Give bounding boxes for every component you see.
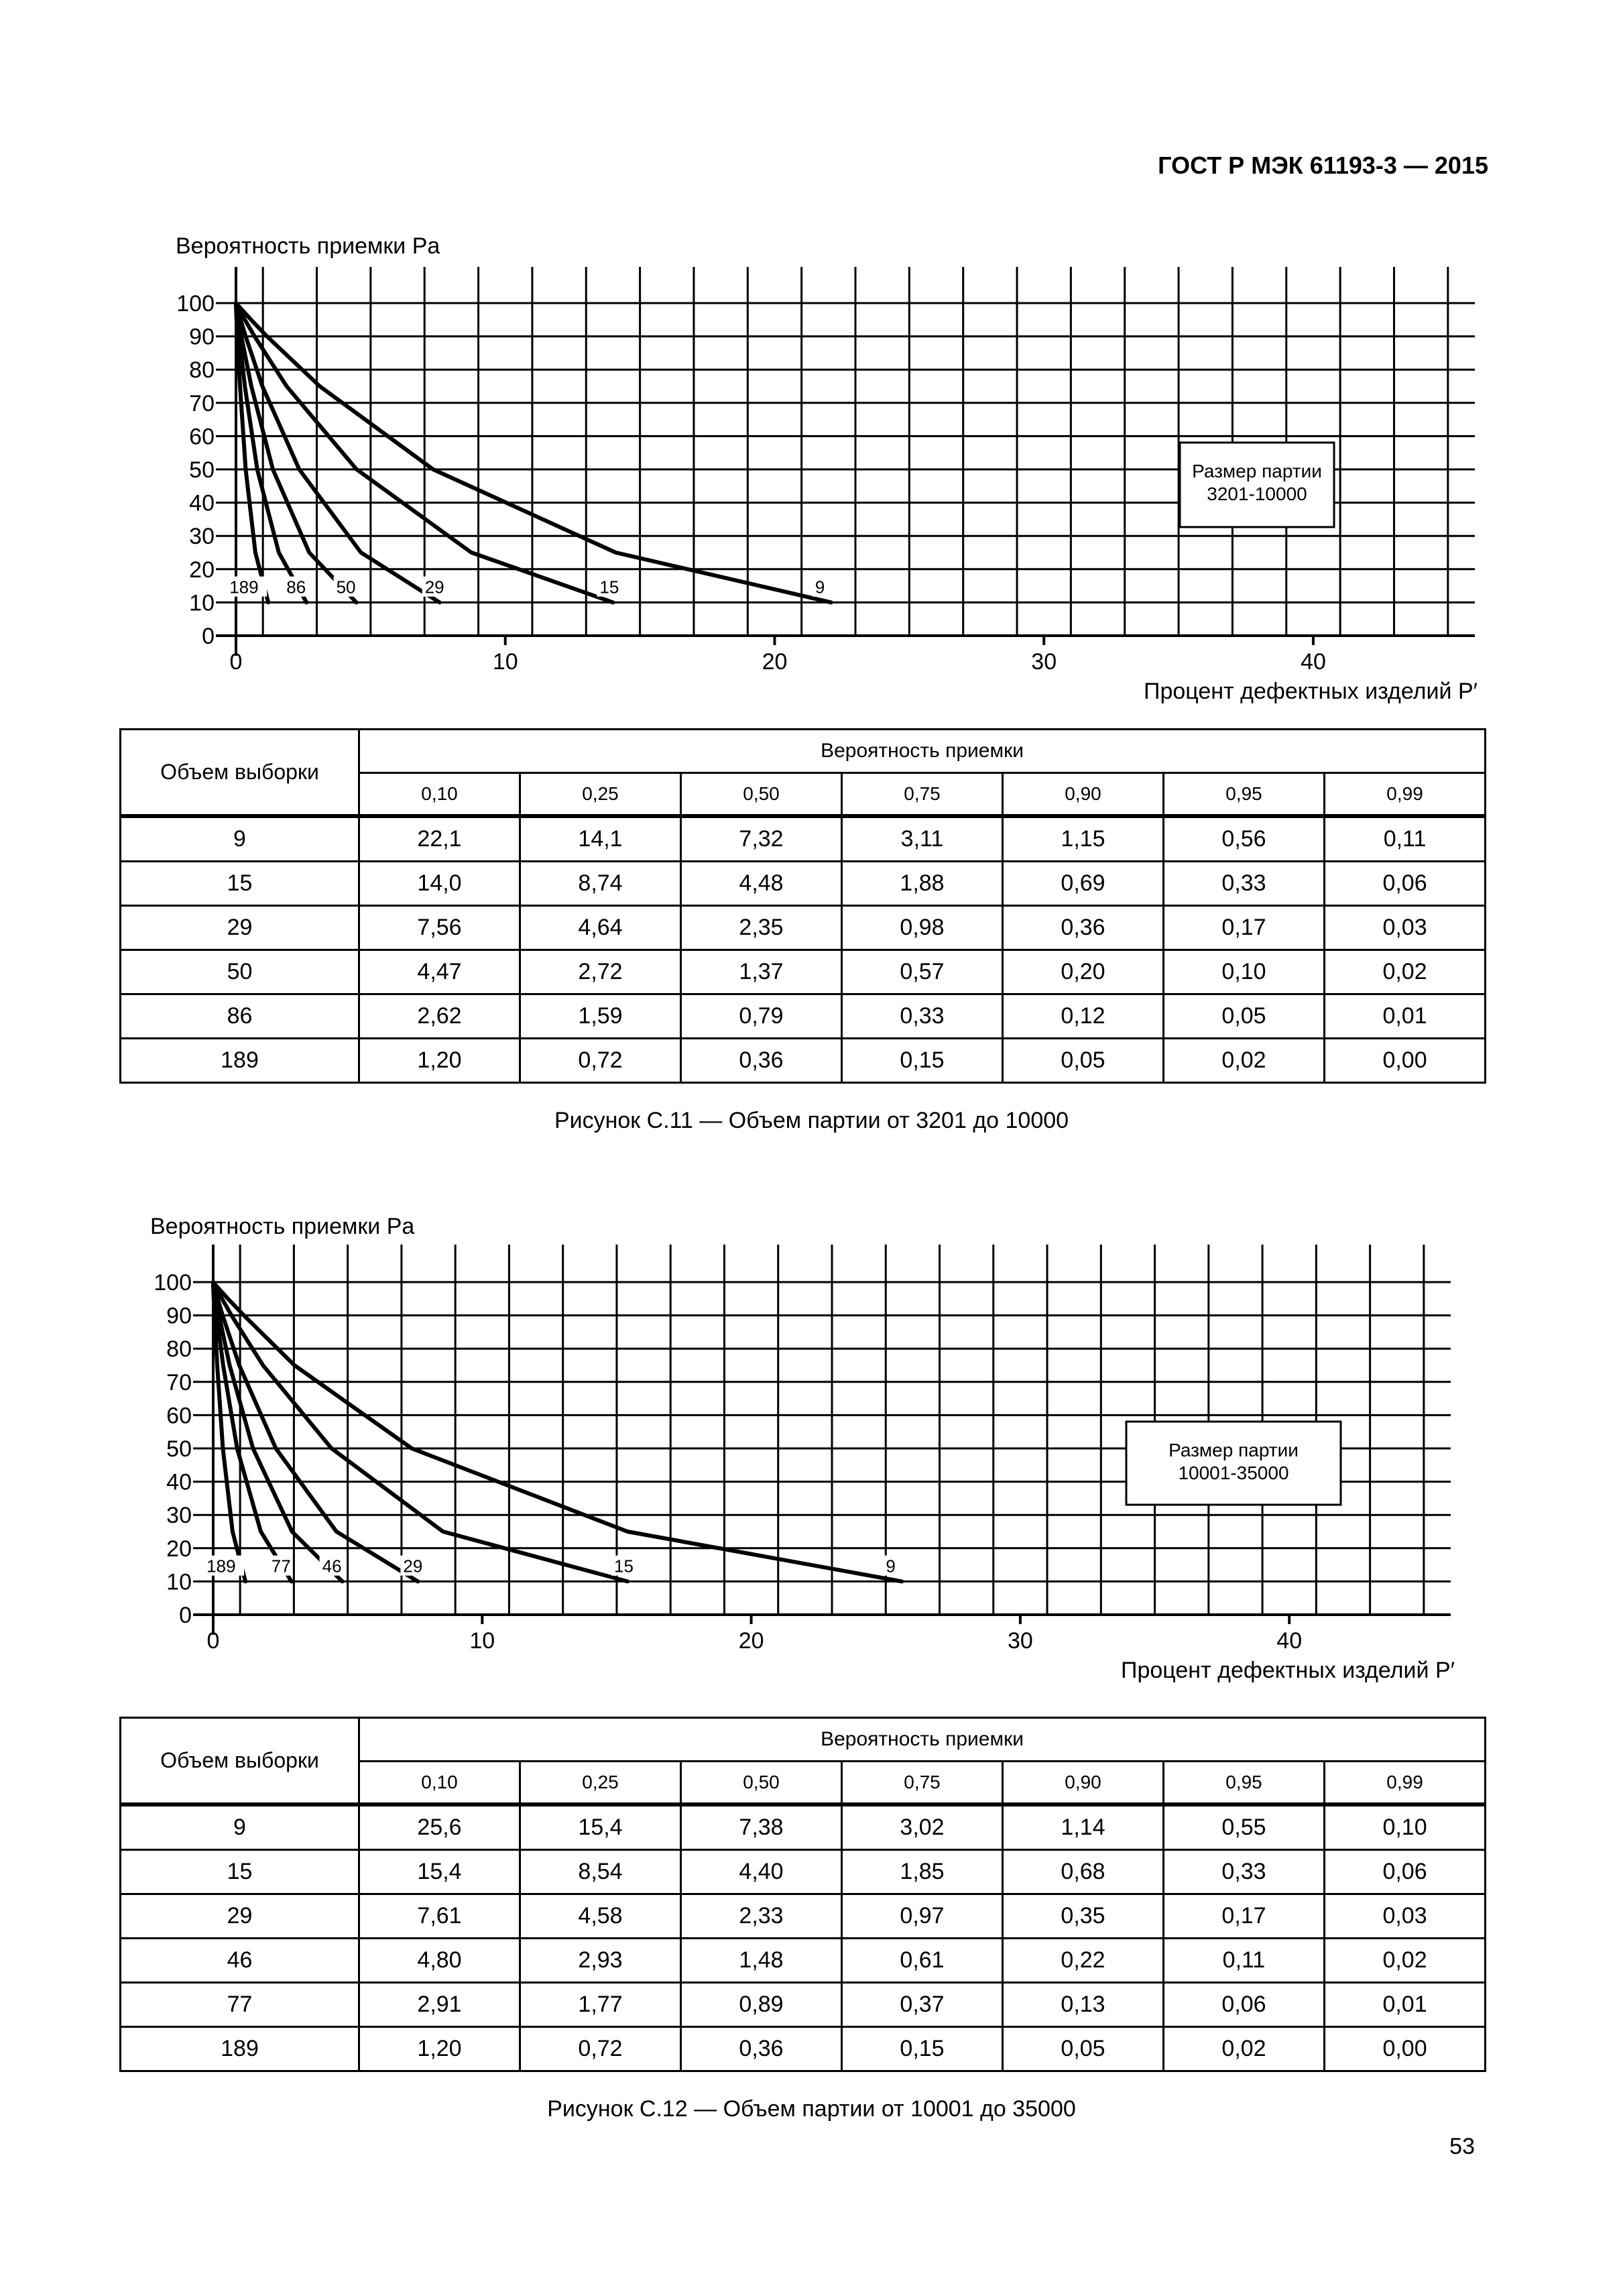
table-cell: 0,33 xyxy=(1164,862,1325,906)
table-cell: 3,11 xyxy=(842,816,1003,862)
table-cell: 0,97 xyxy=(842,1894,1003,1939)
page-number: 53 xyxy=(1449,2134,1475,2159)
curve-label-9: 9 xyxy=(886,1556,896,1576)
table-cell: 0,17 xyxy=(1164,906,1325,950)
table-row xyxy=(121,816,1486,862)
y-tick-label: 90 xyxy=(189,324,215,350)
y-tick-label: 70 xyxy=(189,390,215,416)
sample-size-cell: 15 xyxy=(121,1850,359,1894)
table-cell: 0,06 xyxy=(1325,1850,1486,1894)
sample-size-cell: 77 xyxy=(121,1983,359,2027)
table-row xyxy=(121,1939,1486,1983)
y-tick-label: 60 xyxy=(189,424,215,450)
table-cell: 0,02 xyxy=(1325,950,1486,994)
column-header: 0,95 xyxy=(1164,773,1325,817)
chart-figure-c12 xyxy=(0,1200,1623,1697)
column-header: 0,90 xyxy=(1003,1762,1164,1805)
table-cell: 4,58 xyxy=(520,1894,681,1939)
x-tick-label: 10 xyxy=(469,1628,495,1654)
table-cell: 1,77 xyxy=(520,1983,681,2027)
table-header-sample-size: Объем выборки xyxy=(121,730,359,817)
sample-size-cell: 9 xyxy=(121,1804,359,1850)
table-cell: 0,15 xyxy=(842,2027,1003,2071)
table-cell: 0,03 xyxy=(1325,906,1486,950)
table-cell: 0,15 xyxy=(842,1039,1003,1083)
x-tick-label: 40 xyxy=(1301,649,1326,675)
table-cell: 0,17 xyxy=(1164,1894,1325,1939)
table-cell: 0,68 xyxy=(1003,1850,1164,1894)
table-cell: 0,36 xyxy=(681,2027,842,2071)
table-row xyxy=(121,862,1486,906)
curve-label-15: 15 xyxy=(599,577,619,597)
table-cell: 0,10 xyxy=(1164,950,1325,994)
y-tick-label: 50 xyxy=(189,457,215,483)
y-tick-label: 0 xyxy=(202,624,215,649)
curve-label-86: 86 xyxy=(286,577,306,597)
x-axis-label: Процент дефектных изделий P′ xyxy=(1121,1658,1455,1683)
x-tick-label: 30 xyxy=(1031,649,1057,675)
legend-text: Размер партии xyxy=(1192,461,1322,481)
y-tick-label: 40 xyxy=(166,1469,192,1495)
table-cell: 22,1 xyxy=(359,816,520,862)
column-header: 0,75 xyxy=(842,1762,1003,1805)
y-tick-label: 30 xyxy=(166,1503,192,1529)
table-cell: 0,06 xyxy=(1325,862,1486,906)
x-tick-label: 40 xyxy=(1276,1628,1303,1654)
table-cell: 15,4 xyxy=(520,1804,681,1850)
table-cell: 0,72 xyxy=(520,2027,681,2071)
table-cell: 0,05 xyxy=(1003,2027,1164,2071)
sample-size-cell: 86 xyxy=(121,994,359,1039)
table-cell: 0,98 xyxy=(842,906,1003,950)
table-cell: 0,33 xyxy=(842,994,1003,1039)
table-cell: 4,40 xyxy=(681,1850,842,1894)
figure-caption-c11: Рисунок С.11 — Объем партии от 3201 до 10000 xyxy=(554,1108,1069,1133)
y-tick-label: 90 xyxy=(166,1303,192,1329)
curve-label-189: 189 xyxy=(206,1556,236,1576)
table-cell: 0,22 xyxy=(1003,1939,1164,1983)
table-cell: 0,36 xyxy=(681,1039,842,1083)
table-cell: 0,69 xyxy=(1003,862,1164,906)
table-body xyxy=(121,1804,1486,2071)
table-cell: 0,01 xyxy=(1325,994,1486,1039)
y-tick-label: 10 xyxy=(166,1569,192,1595)
table-cell: 14,1 xyxy=(520,816,681,862)
curve-label-29: 29 xyxy=(403,1556,423,1576)
table-cell: 2,72 xyxy=(520,950,681,994)
curve-label-46: 46 xyxy=(322,1556,342,1576)
table-cell: 0,11 xyxy=(1325,816,1486,862)
sample-size-cell: 46 xyxy=(121,1939,359,1983)
table-cell: 0,13 xyxy=(1003,1983,1164,2027)
table-cell: 2,91 xyxy=(359,1983,520,2027)
table-cell: 4,47 xyxy=(359,950,520,994)
table-cell: 4,80 xyxy=(359,1939,520,1983)
table-cell: 25,6 xyxy=(359,1804,520,1850)
table-cell: 0,11 xyxy=(1164,1939,1325,1983)
data-table-figure-c12 xyxy=(119,1717,1486,2072)
legend-text: Размер партии xyxy=(1168,1440,1299,1460)
table-cell: 1,15 xyxy=(1003,816,1164,862)
curve-sample-9 xyxy=(236,303,831,602)
table-row xyxy=(121,906,1486,950)
y-tick-label: 50 xyxy=(166,1436,192,1462)
table-row xyxy=(121,950,1486,994)
table-cell: 4,64 xyxy=(520,906,681,950)
document-header-title: ГОСТ Р МЭК 61193-3 — 2015 xyxy=(1158,152,1488,179)
table-cell: 7,61 xyxy=(359,1894,520,1939)
table-cell: 7,56 xyxy=(359,906,520,950)
table-cell: 2,33 xyxy=(681,1894,842,1939)
table-cell: 15,4 xyxy=(359,1850,520,1894)
table-cell: 1,85 xyxy=(842,1850,1003,1894)
table-row xyxy=(121,1804,1486,1850)
table-cell: 8,74 xyxy=(520,862,681,906)
table-body xyxy=(121,816,1486,1083)
curve-sample-86 xyxy=(236,303,306,602)
table-cell: 0,06 xyxy=(1164,1983,1325,2027)
table-cell: 0,00 xyxy=(1325,2027,1486,2071)
table-row xyxy=(121,994,1486,1039)
table-cell: 1,48 xyxy=(681,1939,842,1983)
table-row xyxy=(121,1039,1486,1083)
x-tick-label: 0 xyxy=(229,649,243,675)
x-tick-label: 20 xyxy=(738,1628,764,1654)
table-cell: 8,54 xyxy=(520,1850,681,1894)
y-axis-label: Вероятность приемки Pa xyxy=(176,233,440,259)
table-cell: 0,37 xyxy=(842,1983,1003,2027)
curve-label-189: 189 xyxy=(229,577,259,597)
x-tick-label: 10 xyxy=(492,649,518,675)
table-cell: 0,03 xyxy=(1325,1894,1486,1939)
table-cell: 2,62 xyxy=(359,994,520,1039)
y-axis-label: Вероятность приемки Pa xyxy=(150,1214,415,1239)
column-header: 0,10 xyxy=(359,773,520,817)
column-header: 0,10 xyxy=(359,1762,520,1805)
column-header: 0,75 xyxy=(842,773,1003,817)
table-cell: 0,01 xyxy=(1325,1983,1486,2027)
column-header: 0,25 xyxy=(520,773,681,817)
table-cell: 7,32 xyxy=(681,816,842,862)
column-header: 0,99 xyxy=(1325,773,1486,817)
table-cell: 0,00 xyxy=(1325,1039,1486,1083)
table-cell: 14,0 xyxy=(359,862,520,906)
x-tick-label: 30 xyxy=(1007,1628,1033,1654)
column-header: 0,50 xyxy=(681,773,842,817)
table-header-acceptance-probability: Вероятность приемки xyxy=(359,1718,1486,1762)
table-cell: 1,37 xyxy=(681,950,842,994)
y-tick-label: 80 xyxy=(166,1336,192,1363)
table-cell: 1,59 xyxy=(520,994,681,1039)
y-tick-label: 20 xyxy=(189,557,215,583)
curve-label-9: 9 xyxy=(815,577,825,597)
column-header: 0,90 xyxy=(1003,773,1164,817)
table-cell: 7,38 xyxy=(681,1804,842,1850)
sample-size-cell: 15 xyxy=(121,862,359,906)
y-tick-label: 10 xyxy=(189,590,215,616)
table-cell: 0,36 xyxy=(1003,906,1164,950)
y-tick-label: 70 xyxy=(166,1369,192,1395)
sample-size-cell: 29 xyxy=(121,1894,359,1939)
table-cell: 0,10 xyxy=(1325,1804,1486,1850)
table-cell: 0,61 xyxy=(842,1939,1003,1983)
table-cell: 0,02 xyxy=(1164,1039,1325,1083)
legend-text: 10001-35000 xyxy=(1178,1462,1289,1483)
table-row xyxy=(121,2027,1486,2071)
sample-size-cell: 189 xyxy=(121,2027,359,2071)
curve-label-50: 50 xyxy=(336,577,356,597)
y-tick-label: 40 xyxy=(189,490,215,516)
figure-caption-c12: Рисунок С.12 — Объем партии от 10001 до 35000 xyxy=(547,2096,1076,2122)
table-cell: 0,55 xyxy=(1164,1804,1325,1850)
table-cell: 0,05 xyxy=(1164,994,1325,1039)
table-cell: 0,56 xyxy=(1164,816,1325,862)
table-header-acceptance-probability: Вероятность приемки xyxy=(359,730,1486,773)
table-row xyxy=(121,1850,1486,1894)
table-cell: 0,02 xyxy=(1164,2027,1325,2071)
y-tick-label: 20 xyxy=(166,1536,192,1562)
table-cell: 0,72 xyxy=(520,1039,681,1083)
y-tick-label: 100 xyxy=(176,291,215,317)
table-cell: 0,05 xyxy=(1003,1039,1164,1083)
x-tick-label: 20 xyxy=(762,649,788,675)
sample-size-cell: 189 xyxy=(121,1039,359,1083)
x-axis-label: Процент дефектных изделий P′ xyxy=(1144,679,1478,704)
column-header: 0,99 xyxy=(1325,1762,1486,1805)
table-cell: 1,20 xyxy=(359,1039,520,1083)
table-cell: 1,14 xyxy=(1003,1804,1164,1850)
table-cell: 1,20 xyxy=(359,2027,520,2071)
legend-text: 3201-10000 xyxy=(1207,483,1307,504)
y-tick-label: 80 xyxy=(189,357,215,384)
column-header: 0,95 xyxy=(1164,1762,1325,1805)
x-tick-label: 0 xyxy=(206,1628,220,1654)
table-cell: 2,35 xyxy=(681,906,842,950)
sample-size-cell: 9 xyxy=(121,816,359,862)
data-table-figure-c11 xyxy=(119,728,1486,1084)
table-cell: 0,12 xyxy=(1003,994,1164,1039)
table-cell: 3,02 xyxy=(842,1804,1003,1850)
curve-sample-15 xyxy=(213,1282,627,1581)
table-row xyxy=(121,1983,1486,2027)
table-cell: 0,79 xyxy=(681,994,842,1039)
table-cell: 4,48 xyxy=(681,862,842,906)
table-header-sample-size: Объем выборки xyxy=(121,1718,359,1805)
column-header: 0,25 xyxy=(520,1762,681,1805)
table-cell: 0,02 xyxy=(1325,1939,1486,1983)
sample-size-cell: 50 xyxy=(121,950,359,994)
column-header: 0,50 xyxy=(681,1762,842,1805)
table-row xyxy=(121,1894,1486,1939)
table-cell: 1,88 xyxy=(842,862,1003,906)
table-cell: 0,57 xyxy=(842,950,1003,994)
table-cell: 0,89 xyxy=(681,1983,842,2027)
table-cell: 0,20 xyxy=(1003,950,1164,994)
sample-size-cell: 29 xyxy=(121,906,359,950)
table-cell: 2,93 xyxy=(520,1939,681,1983)
curve-label-29: 29 xyxy=(424,577,444,597)
y-tick-label: 30 xyxy=(189,524,215,550)
curve-label-77: 77 xyxy=(271,1556,291,1576)
y-tick-label: 60 xyxy=(166,1403,192,1429)
table-cell: 0,35 xyxy=(1003,1894,1164,1939)
chart-figure-c11 xyxy=(0,215,1623,711)
curve-label-15: 15 xyxy=(614,1556,634,1576)
y-tick-label: 100 xyxy=(154,1270,192,1296)
y-tick-label: 0 xyxy=(179,1603,192,1628)
table-cell: 0,33 xyxy=(1164,1850,1325,1894)
